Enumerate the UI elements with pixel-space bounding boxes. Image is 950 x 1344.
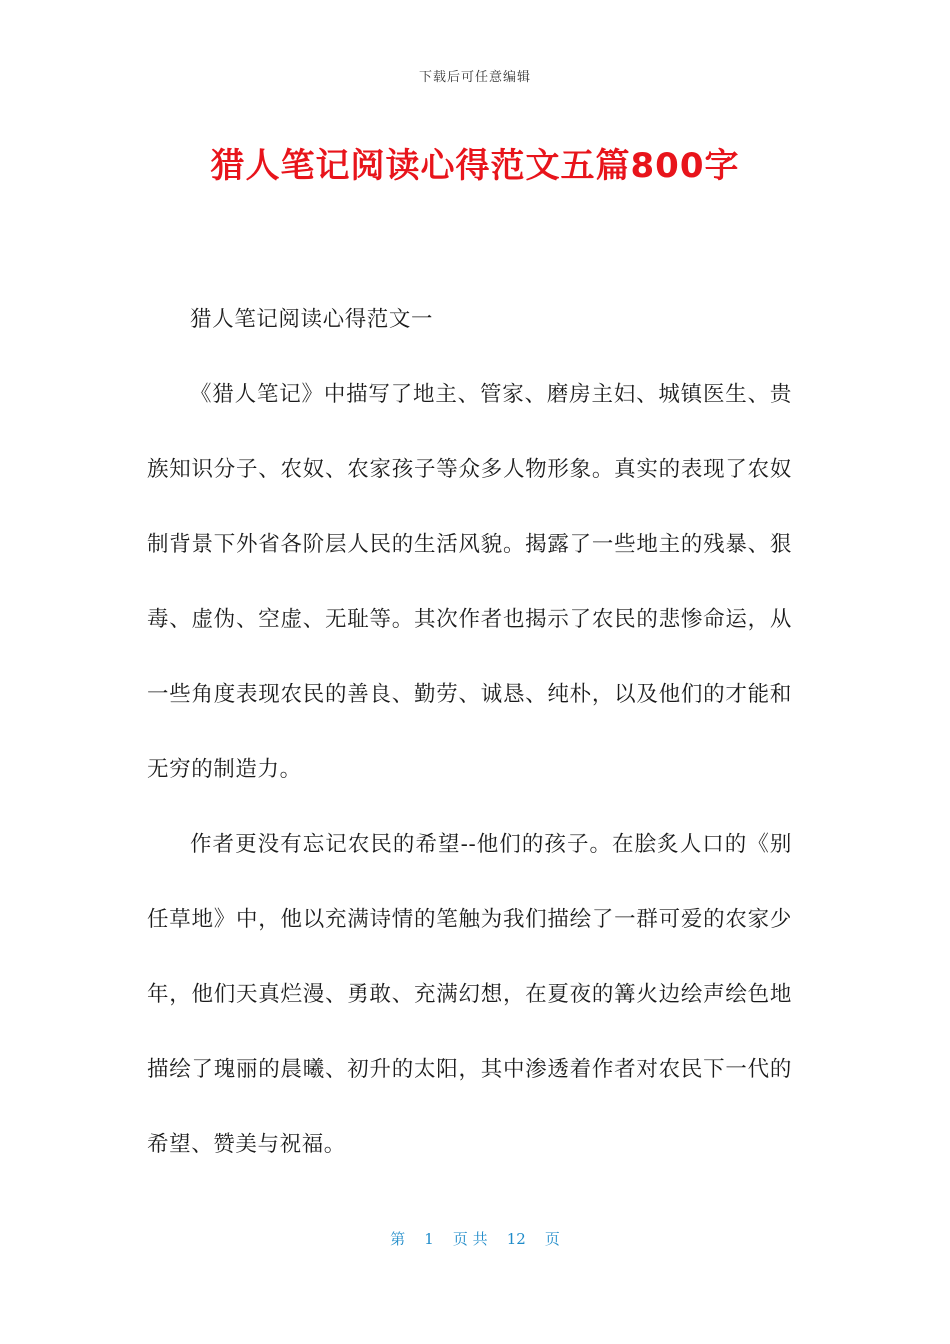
document-body [147,282,792,1182]
footer-prefix: 第 [390,1230,406,1248]
body-paragraph: 《猎人笔记》中描写了地主、管家、磨房主妇、城镇医生、贵族知识分子、农奴、农家孩子等众多人物形象。真实的表现了农奴制背景下外省各阶层人民的生活风貌。揭露了一些地主的残暴、狠毒、虚伪、空虚、无耻等。其次作者也揭示了农民的悲惨命运，从一些角度表现农民的善良、勤劳、诚恳、纯朴，以及他们的才能和无穷的制造力。 [147,382,792,782]
page-header-note: 下载后可任意编辑 [418,70,531,85]
page-footer [0,1228,950,1249]
footer-middle: 页 共 [452,1230,488,1248]
current-page-number: 1 [424,1230,434,1248]
total-pages-number: 12 [506,1230,526,1248]
body-paragraph: 作者更没有忘记农民的希望--他们的孩子。在脍炙人口的《别任草地》中，他以充满诗情的笔触为我们描绘了一群可爱的农家少年，他们天真烂漫、勇敢、充满幻想，在夏夜的篝火边绘声绘色地描绘了瑰丽的晨曦、初升的太阳，其中渗透着作者对农民下一代的希望、赞美与祝福。 [147,832,792,1157]
footer-suffix: 页 [544,1230,560,1248]
document-title: 猎人笔记阅读心得范文五篇800字 [210,146,740,186]
section-heading: 猎人笔记阅读心得范文一 [190,307,434,332]
